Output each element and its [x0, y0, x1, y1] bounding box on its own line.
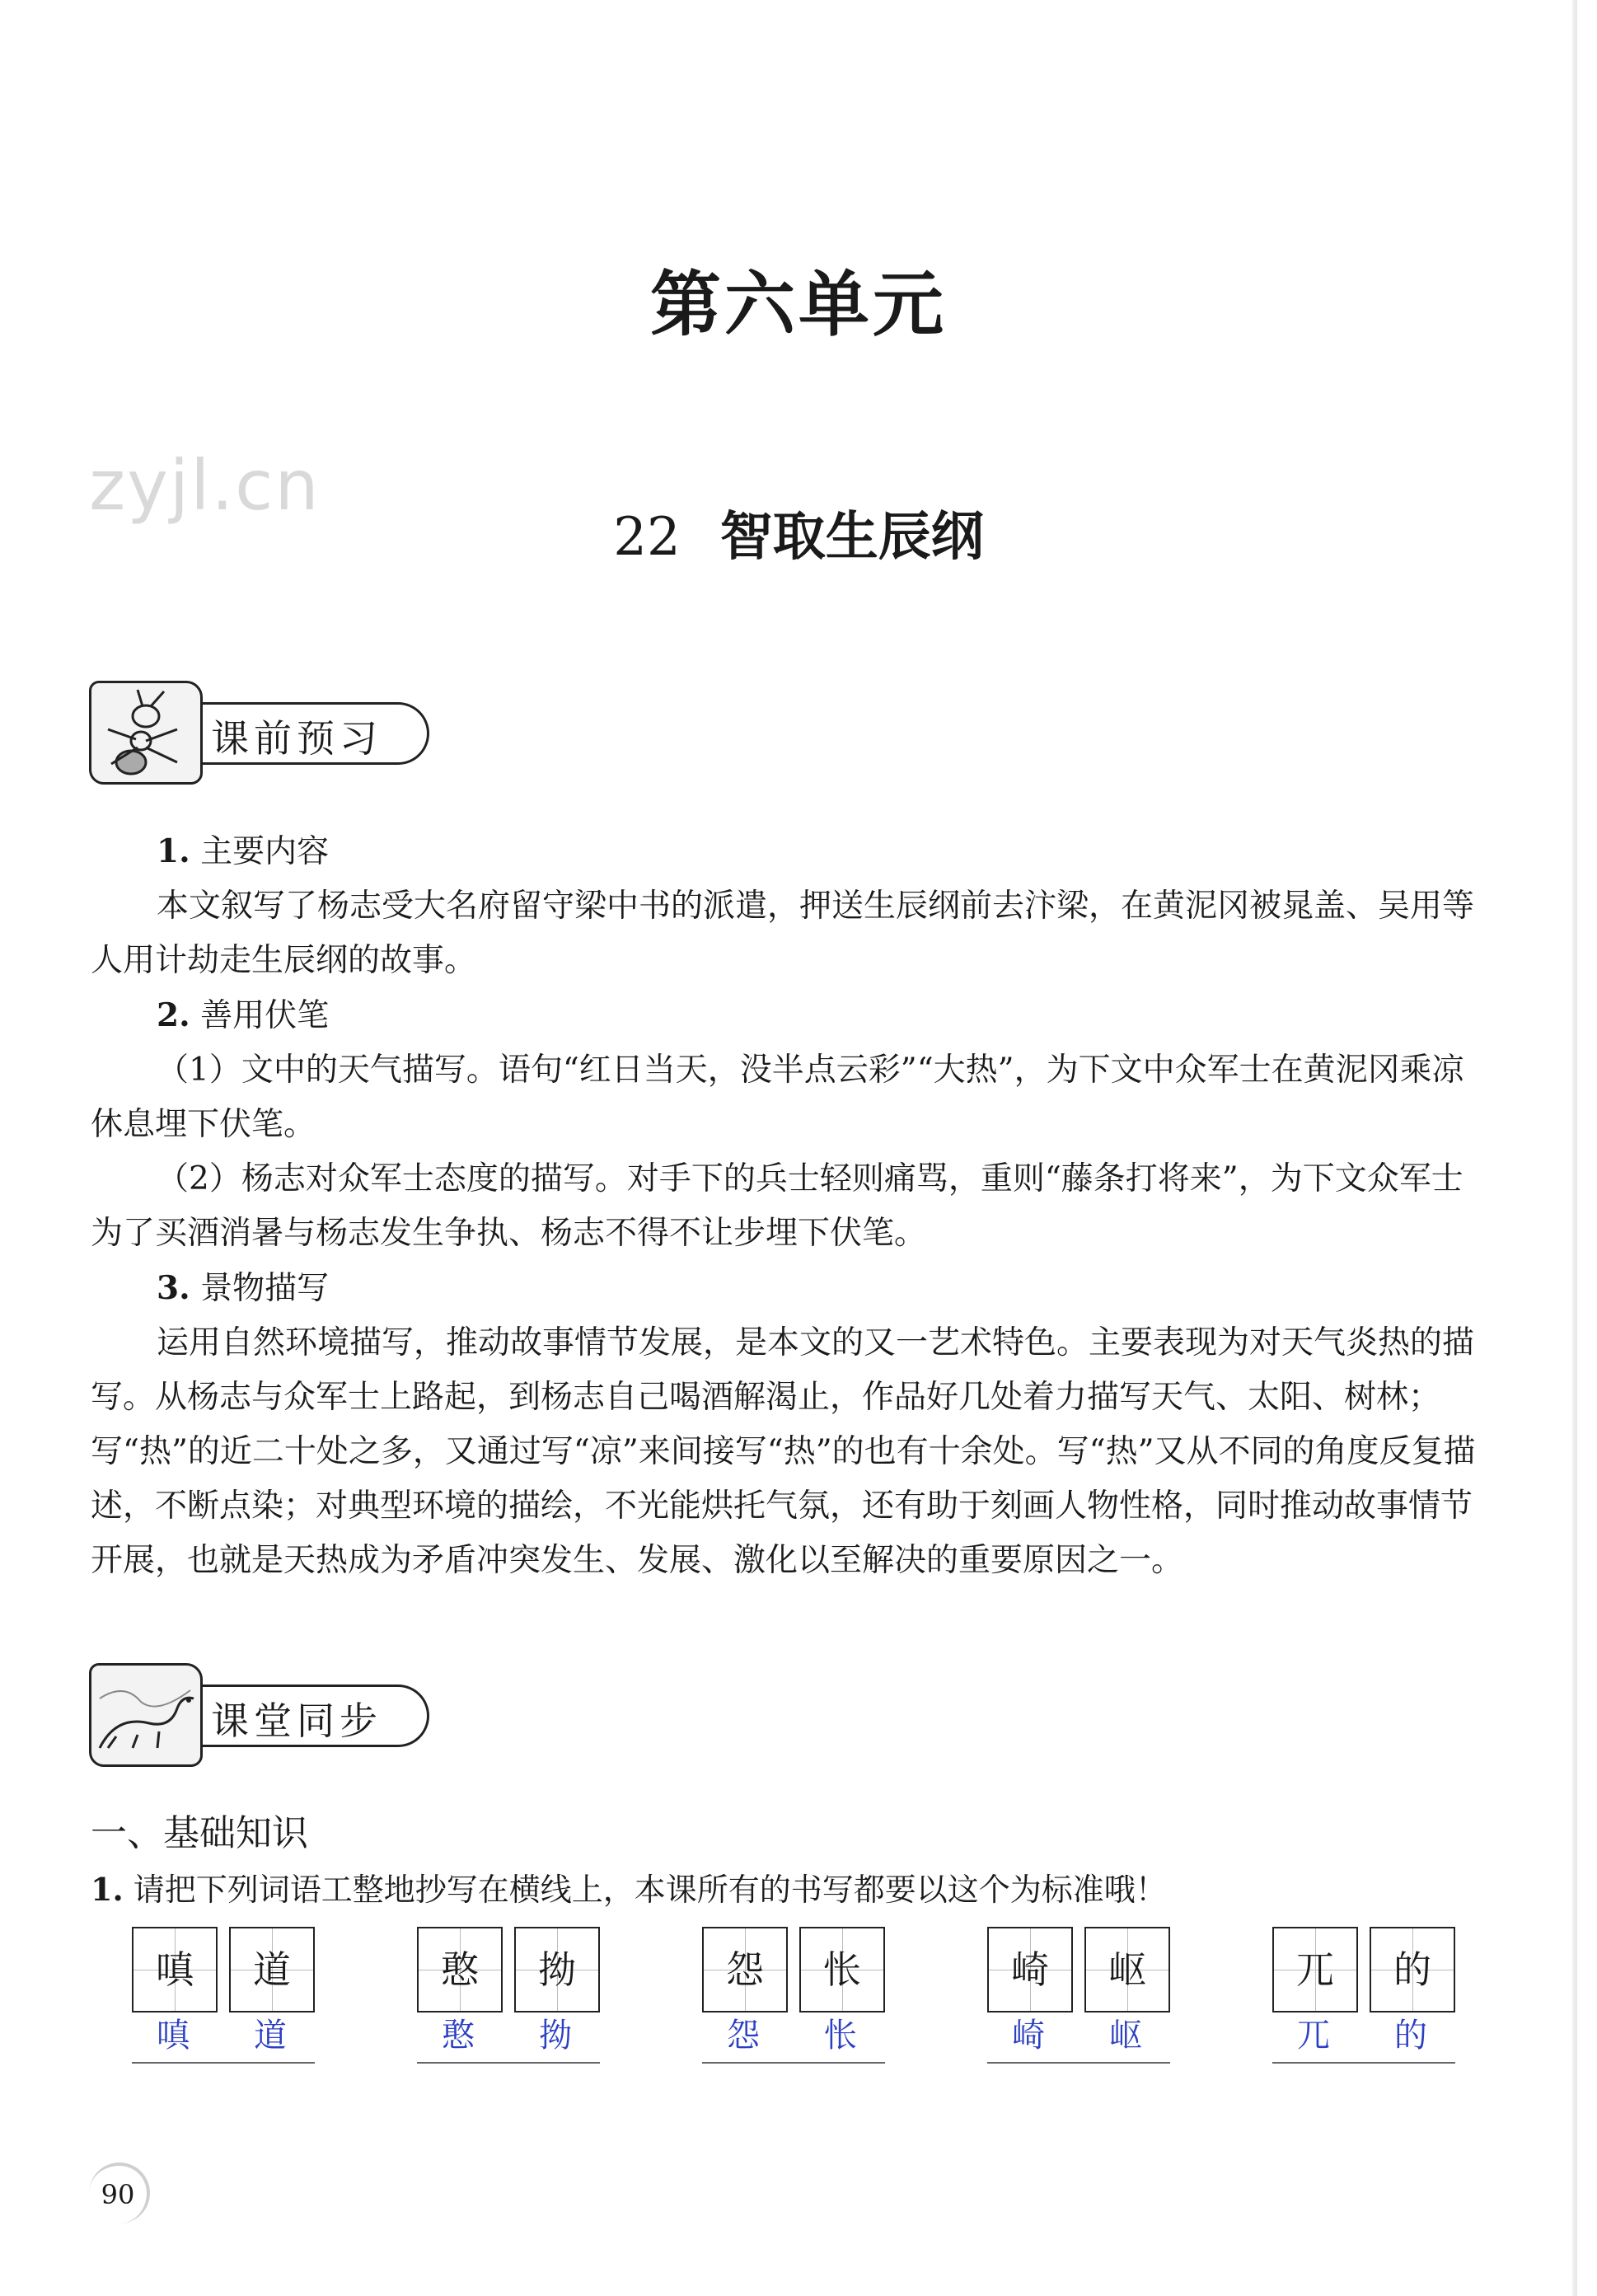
word-group-4 — [987, 1927, 1170, 2067]
char-box: 拗 — [514, 1927, 600, 2013]
paragraph: （1）文中的天气描写。语句“红日当天，没半点云彩”“大热”，为下文中众军士在黄泥冈乘凉休息埋下伏笔。 — [91, 1052, 1464, 1143]
word-group-3 — [702, 1927, 885, 2067]
char-box: 道 — [229, 1927, 315, 2013]
unit-title: 第六单元 — [650, 264, 947, 346]
char-box: 崎 — [987, 1927, 1073, 2013]
answer-char[interactable]: 崎 — [1012, 2017, 1045, 2055]
word-group-2 — [417, 1927, 600, 2067]
section-heading-1: 1. 主要内容 — [157, 832, 330, 870]
answer-char[interactable]: 嗔 — [157, 2017, 190, 2055]
answer-line — [702, 2062, 885, 2064]
lesson-number: 22 — [613, 507, 681, 568]
word-group-1 — [132, 1927, 315, 2067]
answer-line — [417, 2062, 600, 2064]
answer-char[interactable]: 怨 — [727, 2017, 760, 2055]
paragraph: 运用自然环境描写，推动故事情节发展，是本文的又一艺术特色。主要表现为对天气炎热的描写。从杨志与众军士上路起，到杨志自己喝酒解渴止，作品好几处着力描写天气、太阳、树林；写“热”的近二十处之多，又通过写“凉”来间接写“热”的也有十余处。写“热”又从不同的角度反复描述，不断点染；对典型环境的描绘，不光能烘托气氛，还有助于刻画人物性格，同时推动故事情节开展，也就是天热成为矛盾冲突发生、发展、激化以至解决的重要原因之一。 — [91, 1324, 1476, 1579]
answer-char[interactable]: 的 — [1394, 2017, 1427, 2055]
lesson-title — [0, 494, 1597, 570]
section-title-basics: 一、基础知识 — [91, 1812, 308, 1854]
section-heading-3: 3. 景物描写 — [157, 1269, 330, 1307]
answer-char[interactable]: 道 — [254, 2017, 287, 2055]
paragraph: （2）杨志对众军士态度的描写。对手下的兵士轻则痛骂，重则“藤条打将来”，为下文众军士为了买酒消暑与杨志发生争执、杨志不得不让步埋下伏笔。 — [91, 1160, 1464, 1252]
answer-line — [1272, 2062, 1455, 2064]
section-heading-2: 2. 善用伏笔 — [157, 996, 330, 1034]
preview-content — [91, 824, 1492, 1588]
char-box: 岖 — [1084, 1927, 1170, 2013]
sync-badge — [89, 1663, 435, 1762]
char-box: 嗔 — [132, 1927, 218, 2013]
char-box: 的 — [1370, 1927, 1455, 2013]
answer-char[interactable]: 怅 — [824, 2017, 857, 2055]
question-1: 1. 请把下列词语工整地抄写在横线上，本课所有的书写都要以这个为标准哦！ — [91, 1871, 1167, 1908]
word-group-5 — [1272, 1927, 1455, 2067]
answer-char[interactable]: 拗 — [539, 2017, 572, 2055]
sync-label: 课堂同步 — [211, 1699, 382, 1743]
lesson-name: 智取生辰纲 — [719, 507, 984, 568]
ant-icon — [89, 681, 203, 785]
answer-char[interactable]: 憨 — [442, 2017, 475, 2055]
watermark: zyjl.cn — [89, 445, 321, 526]
page-number: 90 — [89, 2162, 150, 2223]
char-box: 怅 — [799, 1927, 885, 2013]
answer-line — [987, 2062, 1170, 2064]
preview-badge — [89, 681, 435, 780]
dinosaur-icon — [89, 1663, 203, 1767]
answer-char[interactable]: 兀 — [1297, 2017, 1330, 2055]
paragraph: 本文叙写了杨志受大名府留守梁中书的派遣，押送生辰纲前去汴梁，在黄泥冈被晁盖、吴用等人用计劫走生辰纲的故事。 — [91, 888, 1475, 979]
char-box: 憨 — [417, 1927, 503, 2013]
answer-char[interactable]: 岖 — [1109, 2017, 1142, 2055]
answer-line — [132, 2062, 315, 2064]
char-box: 怨 — [702, 1927, 788, 2013]
preview-label: 课前预习 — [211, 716, 382, 761]
char-box: 兀 — [1272, 1927, 1358, 2013]
